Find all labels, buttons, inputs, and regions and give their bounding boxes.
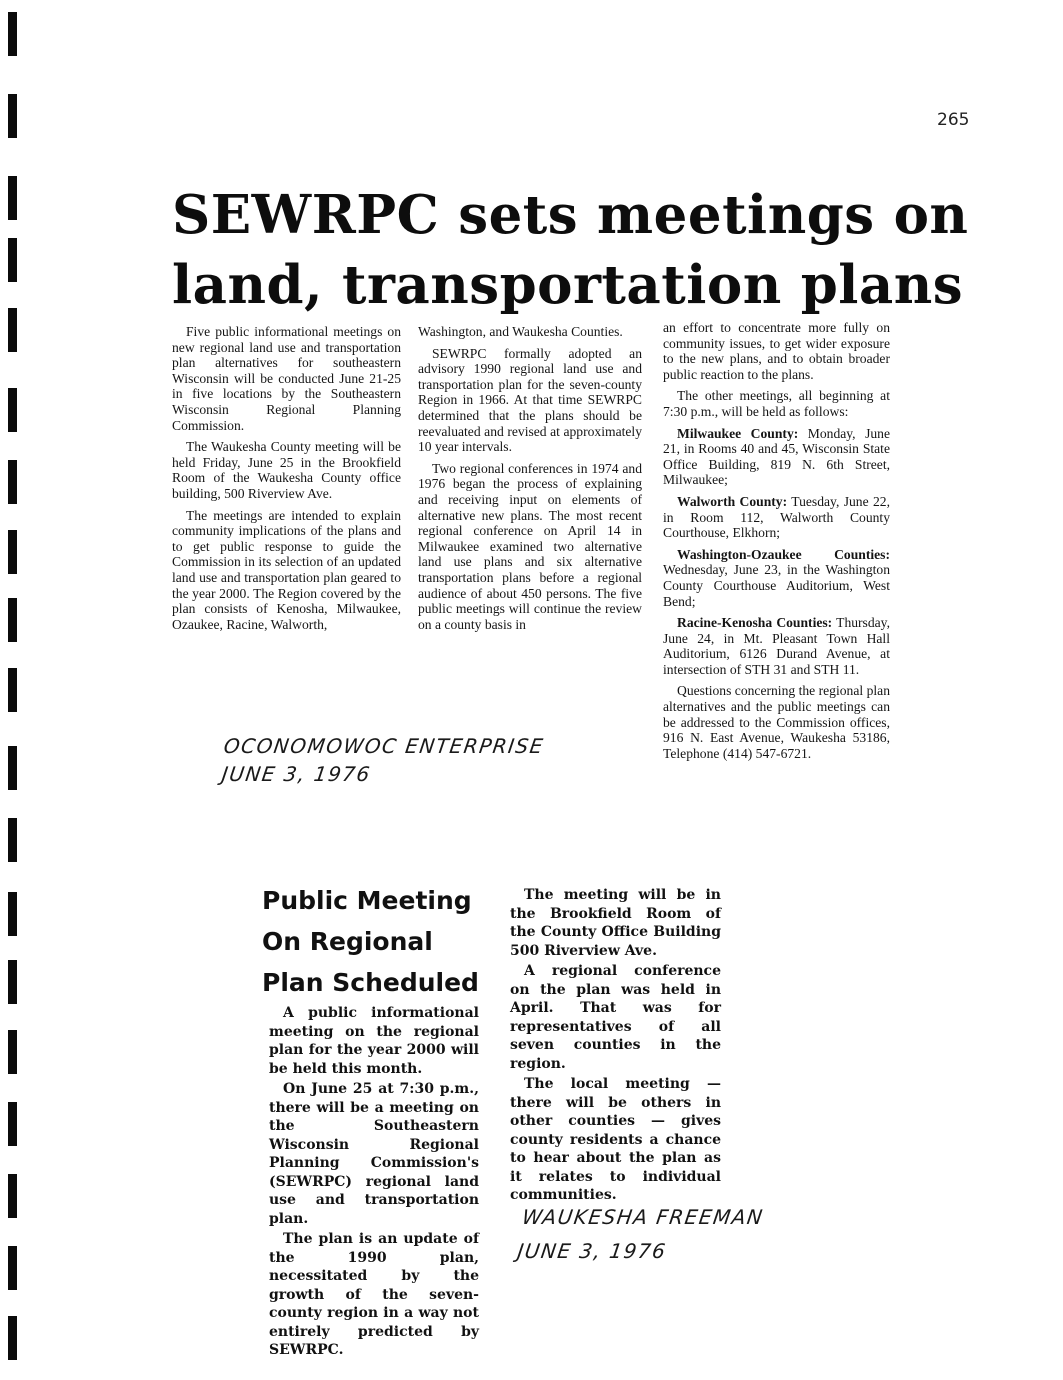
paragraph: The meeting will be in the Brookfield Room of the County Office Building 500 Riverview Ave.	[510, 887, 721, 959]
binder-mark	[8, 960, 17, 1004]
binder-mark	[8, 12, 17, 56]
paragraph: A regional conference on the plan was held in April. That was for representatives of all seven counties in the region.	[510, 963, 721, 1072]
binder-mark	[8, 530, 17, 574]
paragraph: Washington, and Waukesha Counties.	[418, 324, 623, 339]
binder-mark	[8, 1246, 17, 1290]
source-date: JUNE 3, 1976	[515, 1239, 669, 1263]
source-name: WAUKESHA FREEMAN	[520, 1205, 766, 1229]
source-name: OCONOMOWOC ENTERPRISE	[222, 734, 546, 758]
county-label: Walworth County:	[677, 493, 788, 509]
binder-mark	[8, 460, 17, 504]
headline-line-2: land, transportation plans	[172, 254, 964, 316]
source-date: JUNE 3, 1976	[220, 762, 373, 786]
paragraph: On June 25 at 7:30 p.m., there will be a meeting on the Southeastern Wisconsin Regional Planning Commission's (SEWRPC) regional land use and transportation plan.	[269, 1081, 479, 1227]
paragraph: Questions concerning the regional plan alternatives and the public meetings can be addressed to the Commission offices, 916 N. East Avenue, Waukesha 53186, Telephone (414) 547-6721.	[663, 683, 890, 761]
headline-line-1: SEWRPC sets meetings on	[172, 184, 969, 246]
article2-column-1	[269, 1004, 479, 1362]
paragraph: The meetings are intended to explain community implications of the plans and to get public response to guide the Commission in its selection of an updated land use and transportation plan geared to the year 2000. The Region covered by the plan consists of Kenosha, Milwaukee, Ozaukee, Racine, Walworth,	[172, 507, 401, 632]
binder-mark	[8, 892, 17, 936]
meeting-details: Tuesday, June 22, in Room 112, Walworth County Courthouse, Elkhorn;	[663, 493, 891, 541]
headline-line-2: On Regional	[262, 927, 433, 956]
paragraph: The other meetings, all beginning at 7:30 p.m., will be held as follows:	[663, 388, 890, 419]
meeting-details: Wednesday, June 23, in the Washington County Courthouse Auditorium, West Bend;	[663, 562, 890, 609]
page-number: 265	[937, 110, 970, 130]
binder-mark	[8, 818, 17, 862]
article2-column-2	[510, 886, 721, 1207]
headline-line-3: Plan Scheduled	[262, 968, 479, 997]
paragraph: an effort to concentrate more fully on community issues, to get wider exposure to the new plans, and to obtain broader public reaction to the plans.	[663, 320, 890, 382]
paragraph: The local meeting — there will be others in other counties — gives county residents a chance to hear about the plan as it relates to individual communities.	[510, 1076, 721, 1203]
article2-headline	[262, 880, 492, 1003]
headline-line-1: Public Meeting	[262, 886, 472, 915]
meeting-details: Monday, June 21, in Rooms 40 and 45, Wisconsin State Office Building, 819 N. 6th Street, Milwaukee;	[663, 425, 890, 488]
meeting-details: Thursday, June 24, in Mt. Pleasant Town Hall Auditorium, 6126 Durand Avenue, at intersection of STH 31 and STH 11.	[663, 615, 890, 677]
paragraph: The plan is an update of the 1990 plan, necessitated by the growth of the seven-county region in a way not entirely predicted by SEWRPC.	[269, 1231, 479, 1358]
binder-mark	[8, 176, 17, 220]
binder-mark	[8, 1316, 17, 1360]
binder-mark	[8, 1030, 17, 1074]
binder-mark	[8, 388, 17, 432]
article1-headline	[172, 180, 969, 320]
binder-mark	[8, 746, 17, 790]
meeting-entry	[663, 547, 890, 609]
binder-mark	[8, 94, 17, 138]
binder-hole-marks	[8, 0, 22, 1380]
article1-column-3	[663, 320, 890, 767]
paragraph: A public informational meeting on the regional plan for the year 2000 will be held this month.	[269, 1005, 479, 1077]
binder-mark	[8, 598, 17, 642]
binder-mark	[8, 1174, 17, 1218]
binder-mark	[8, 308, 17, 352]
binder-mark	[8, 668, 17, 712]
binder-mark	[8, 1102, 17, 1146]
meeting-entry	[663, 494, 890, 541]
paragraph: Two regional conferences in 1974 and 1976 began the process of explaining and receiving input on elements of alternative new plans. The most recent regional conference on April 14 in Milwaukee examined two alternative land use plans and six alternative transportation plans before a regional audience of about 450 persons. The five public meetings will continue the review on a county basis in	[418, 460, 642, 632]
county-label: Washington-Ozaukee Counties:	[677, 546, 890, 562]
meeting-entry	[663, 615, 890, 677]
handwritten-source-note-2	[515, 1200, 766, 1268]
handwritten-source-note-1	[218, 732, 546, 788]
paragraph: SEWRPC formally adopted an advisory 1990 regional land use and transportation plan for the seven-county Region in 1966. At that time SEWRPC determined that the plans should be reevaluated and revised at approximately 10 year intervals.	[418, 345, 642, 455]
meeting-entry	[663, 426, 890, 488]
paragraph: Five public informational meetings on new regional land use and transportation plan alternatives for southeastern Wisconsin will be conducted June 21-25 in five locations by the Southeastern Wisconsin Regional Planning Commission.	[172, 324, 401, 433]
paragraph: The Waukesha County meeting will be held Friday, June 25 in the Brookfield Room of the Waukesha County office building, 500 Riverview Ave.	[172, 439, 401, 501]
article1-column-2	[418, 324, 642, 638]
county-label: Milwaukee County:	[677, 425, 799, 441]
binder-mark	[8, 238, 17, 282]
article1-column-1	[172, 324, 401, 638]
county-label: Racine-Kenosha Counties:	[677, 615, 833, 631]
